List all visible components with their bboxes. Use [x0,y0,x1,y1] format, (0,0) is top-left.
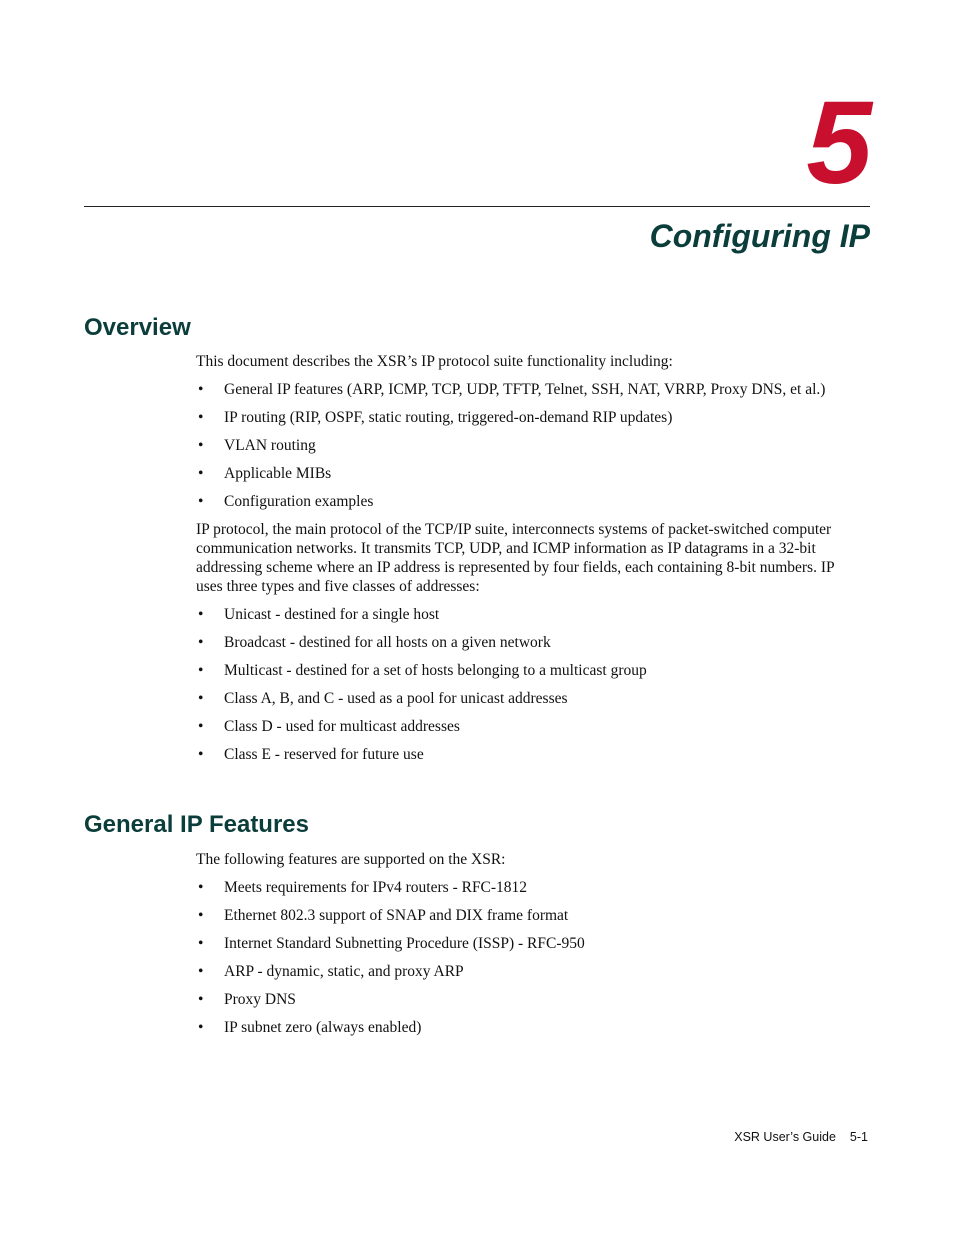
list-item [196,878,860,897]
list-item [196,1018,860,1037]
bullet-icon: • [198,634,204,651]
bullet-icon: • [198,437,204,454]
bullet-icon: • [198,1019,204,1036]
list-item-text: Ethernet 802.3 support of SNAP and DIX frame format [224,907,569,924]
general-ip-heading: General IP Features [84,811,309,838]
list-item [196,436,860,455]
list-item-text: ARP - dynamic, static, and proxy ARP [224,963,464,980]
list-item-text: Multicast - destined for a set of hosts belonging to a multicast group [224,662,647,679]
list-item-text: Internet Standard Subnetting Procedure (ISSP) - RFC-950 [224,935,585,952]
list-item-text: IP subnet zero (always enabled) [224,1019,422,1036]
bullet-icon: • [198,879,204,896]
overview-heading: Overview [84,314,191,341]
chapter-divider [84,206,870,207]
list-item-text: Class E - reserved for future use [224,746,424,763]
list-item-text: Proxy DNS [224,991,296,1008]
list-item [196,605,860,624]
bullet-icon: • [198,381,204,398]
overview-feature-list [196,380,860,511]
bullet-icon: • [198,935,204,952]
list-item [196,990,860,1009]
bullet-icon: • [198,465,204,482]
list-item-text: VLAN routing [224,437,316,454]
list-item [196,717,860,736]
bullet-icon: • [198,746,204,763]
page-footer [734,1130,868,1144]
footer-guide-title: XSR User’s Guide [734,1130,836,1144]
list-item [196,745,860,764]
list-item [196,962,860,981]
bullet-icon: • [198,606,204,623]
bullet-icon: • [198,409,204,426]
bullet-icon: • [198,493,204,510]
overview-body [196,352,860,773]
address-type-list [196,605,860,764]
general-ip-intro: The following features are supported on the XSR: [196,851,506,868]
list-item-text: Meets requirements for IPv4 routers - RFC-1812 [224,879,528,896]
bullet-icon: • [198,662,204,679]
overview-intro: This document describes the XSR’s IP protocol suite functionality including: [196,353,673,370]
list-item [196,492,860,511]
list-item [196,689,860,708]
list-item [196,408,860,427]
bullet-icon: • [198,690,204,707]
list-item-text: Class A, B, and C - used as a pool for unicast addresses [224,690,568,707]
bullet-icon: • [198,991,204,1008]
list-item [196,380,860,399]
list-item-text: IP routing (RIP, OSPF, static routing, triggered-on-demand RIP updates) [224,409,673,426]
chapter-title: Configuring IP [649,218,870,254]
list-item [196,906,860,925]
list-item-text: Configuration examples [224,493,374,510]
bullet-icon: • [198,963,204,980]
page-number: 5-1 [849,1130,868,1144]
list-item [196,934,860,953]
list-item-text: Broadcast - destined for all hosts on a given network [224,634,551,651]
overview-paragraph: IP protocol, the main protocol of the TCP/IP suite, interconnects systems of packet-switched computer communication networks. It transmits TCP, UDP, and ICMP information as IP datagrams in a 32-bit addressing scheme where an IP address is represented by four fields, each containing 8-bit numbers. IP uses three types and five classes of addresses: [196,521,835,595]
general-ip-body [196,850,860,1046]
list-item [196,464,860,483]
bullet-icon: • [198,718,204,735]
general-ip-feature-list [196,878,860,1037]
list-item [196,661,860,680]
chapter-number: 5 [806,77,870,209]
list-item [196,633,860,652]
list-item-text: Class D - used for multicast addresses [224,718,460,735]
list-item-text: General IP features (ARP, ICMP, TCP, UDP, TFTP, Telnet, SSH, NAT, VRRP, Proxy DNS, et al.) [224,381,826,398]
list-item-text: Unicast - destined for a single host [224,606,440,623]
list-item-text: Applicable MIBs [224,465,332,482]
bullet-icon: • [198,907,204,924]
